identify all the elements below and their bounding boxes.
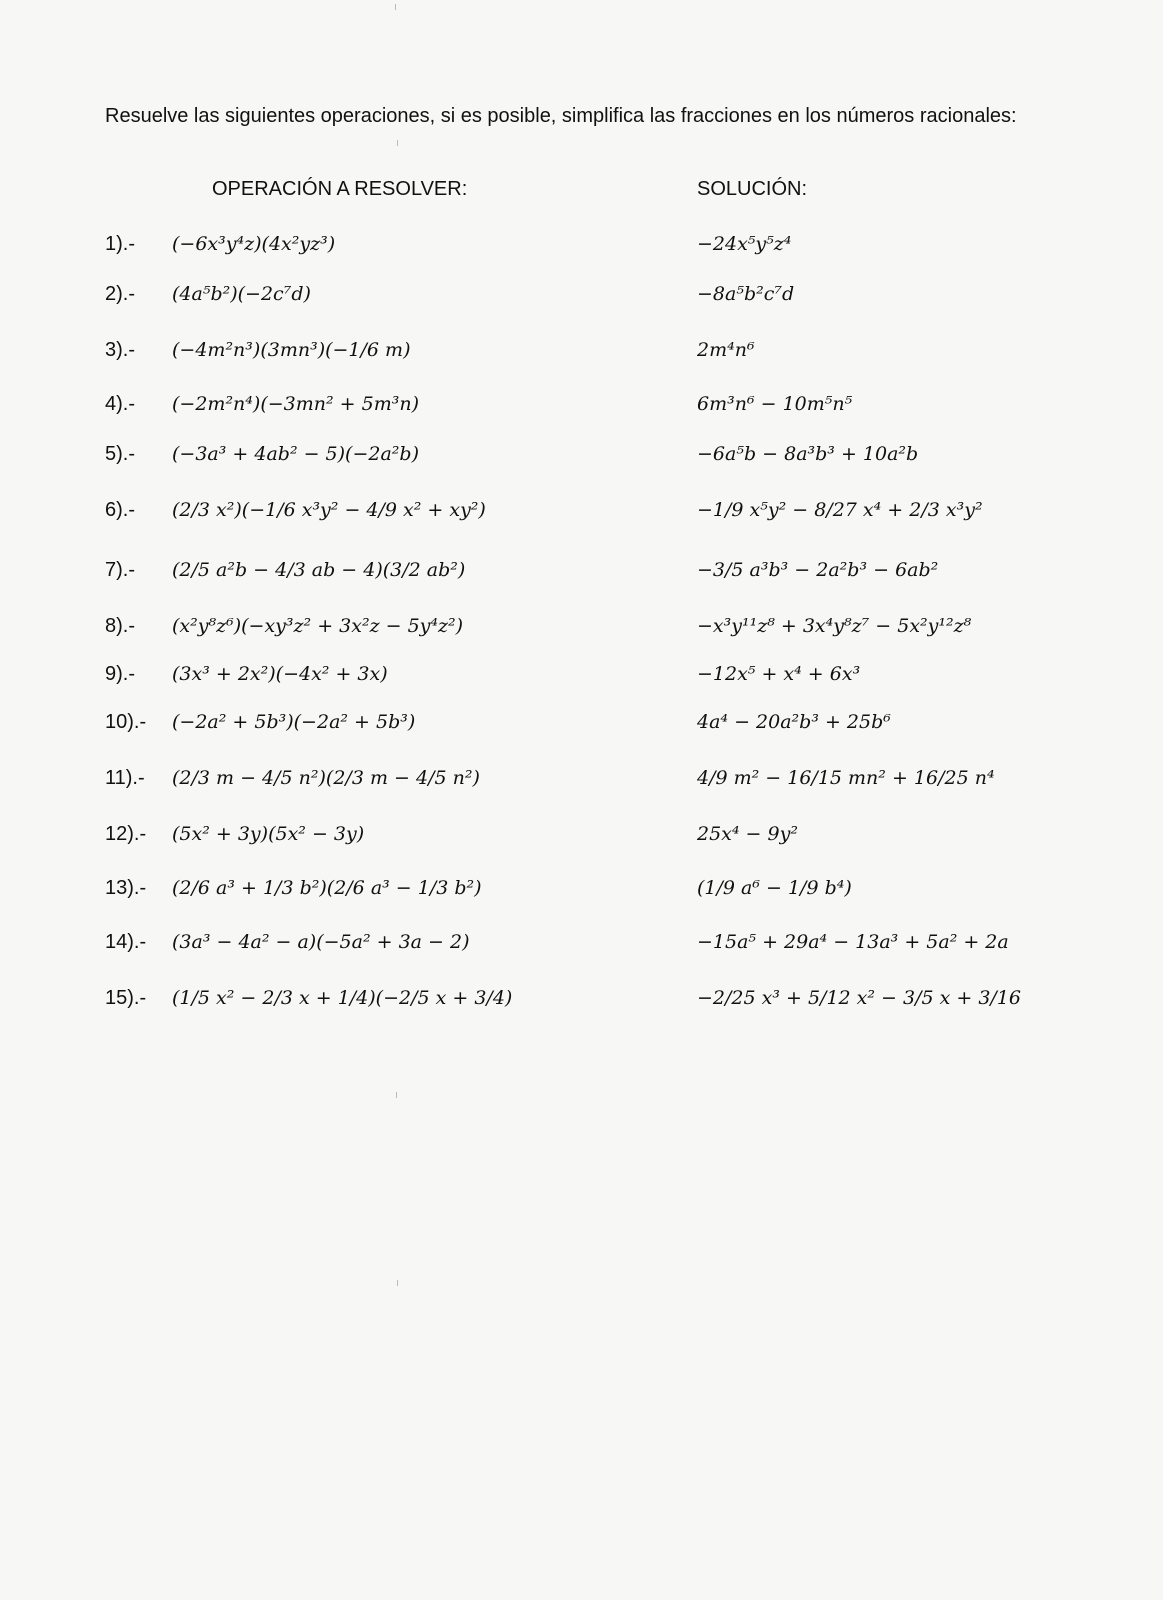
exercise-row — [0, 812, 1163, 856]
exercise-number: 7).- — [105, 558, 135, 581]
exercise-operation: (−4m²n³)(3mn³)(−1/6 m) — [172, 339, 411, 361]
instructions-text: Resuelve las siguientes operaciones, si es posible, simplifica las fracciones en los números racionales: — [105, 105, 1017, 127]
scan-speck — [397, 140, 398, 146]
exercise-number: 12).- — [105, 822, 147, 845]
exercise-solution: 4/9 m² − 16/15 mn² + 16/25 n⁴ — [697, 767, 995, 789]
operation-column-header: OPERACIÓN A RESOLVER: — [212, 178, 468, 200]
exercise-row — [0, 652, 1163, 696]
exercise-operation: (2/3 m − 4/5 n²)(2/3 m − 4/5 n²) — [172, 767, 480, 789]
exercise-operation: (2/3 x²)(−1/6 x³y² − 4/9 x² + xy²) — [172, 499, 486, 521]
exercise-number: 1).- — [105, 232, 135, 255]
exercise-number: 14).- — [105, 930, 147, 953]
exercise-operation: (x²y⁸z⁶)(−xy³z² + 3x²z − 5y⁴z²) — [172, 615, 464, 637]
exercise-operation: (1/5 x² − 2/3 x + 1/4)(−2/5 x + 3/4) — [172, 987, 513, 1009]
exercise-row — [0, 700, 1163, 744]
exercise-row — [0, 976, 1163, 1020]
exercise-operation: (−3a³ + 4ab² − 5)(−2a²b) — [172, 443, 419, 465]
exercise-solution: 6m³n⁶ − 10m⁵n⁵ — [697, 393, 853, 415]
exercise-row — [0, 488, 1163, 532]
exercise-operation: (4a⁵b²)(−2c⁷d) — [172, 283, 311, 305]
exercise-solution: (1/9 a⁶ − 1/9 b⁴) — [697, 877, 852, 899]
exercise-row — [0, 920, 1163, 964]
exercise-operation: (−6x³y⁴z)(4x²yz³) — [172, 233, 336, 255]
exercise-solution: −24x⁵y⁵z⁴ — [697, 233, 792, 255]
exercise-operation: (2/5 a²b − 4/3 ab − 4)(3/2 ab²) — [172, 559, 466, 581]
exercise-solution: −15a⁵ + 29a⁴ − 13a³ + 5a² + 2a — [697, 931, 1009, 953]
exercise-number: 2).- — [105, 282, 135, 305]
exercise-solution: −8a⁵b²c⁷d — [697, 283, 795, 305]
exercise-solution: 25x⁴ − 9y² — [697, 823, 798, 845]
scan-speck — [395, 4, 396, 10]
exercise-operation: (3x³ + 2x²)(−4x² + 3x) — [172, 663, 388, 685]
exercise-solution: −2/25 x³ + 5/12 x² − 3/5 x + 3/16 — [697, 987, 1021, 1009]
exercise-number: 13).- — [105, 876, 147, 899]
exercise-operation: (3a³ − 4a² − a)(−5a² + 3a − 2) — [172, 931, 470, 953]
exercise-solution: −x³y¹¹z⁸ + 3x⁴y⁸z⁷ − 5x²y¹²z⁸ — [697, 615, 972, 637]
exercise-number: 10).- — [105, 710, 147, 733]
exercise-solution: 2m⁴n⁶ — [697, 339, 755, 361]
exercise-number: 9).- — [105, 662, 135, 685]
exercise-operation: (−2a² + 5b³)(−2a² + 5b³) — [172, 711, 416, 733]
exercise-row — [0, 382, 1163, 426]
exercise-number: 4).- — [105, 392, 135, 415]
exercise-number: 5).- — [105, 442, 135, 465]
exercise-number: 11).- — [105, 766, 145, 789]
exercise-row — [0, 548, 1163, 592]
exercise-row — [0, 866, 1163, 910]
exercise-solution: −6a⁵b − 8a³b³ + 10a²b — [697, 443, 919, 465]
exercise-row — [0, 604, 1163, 648]
exercise-solution: −12x⁵ + x⁴ + 6x³ — [697, 663, 861, 685]
solution-column-header: SOLUCIÓN: — [697, 178, 808, 200]
exercise-solution: −1/9 x⁵y² − 8/27 x⁴ + 2/3 x³y² — [697, 499, 983, 521]
exercise-number: 6).- — [105, 498, 135, 521]
exercise-solution: 4a⁴ − 20a²b³ + 25b⁶ — [697, 711, 891, 733]
exercise-row — [0, 432, 1163, 476]
exercise-solution: −3/5 a³b³ − 2a²b³ − 6ab² — [697, 559, 939, 581]
scan-speck — [397, 1280, 398, 1286]
exercise-row — [0, 272, 1163, 316]
exercise-operation: (−2m²n⁴)(−3mn² + 5m³n) — [172, 393, 419, 415]
exercise-row — [0, 756, 1163, 800]
exercise-number: 3).- — [105, 338, 135, 361]
exercise-number: 8).- — [105, 614, 135, 637]
exercise-operation: (5x² + 3y)(5x² − 3y) — [172, 823, 365, 845]
exercise-operation: (2/6 a³ + 1/3 b²)(2/6 a³ − 1/3 b²) — [172, 877, 482, 899]
scan-speck — [396, 1092, 397, 1098]
exercise-number: 15).- — [105, 986, 147, 1009]
exercise-row — [0, 222, 1163, 266]
exercise-row — [0, 328, 1163, 372]
